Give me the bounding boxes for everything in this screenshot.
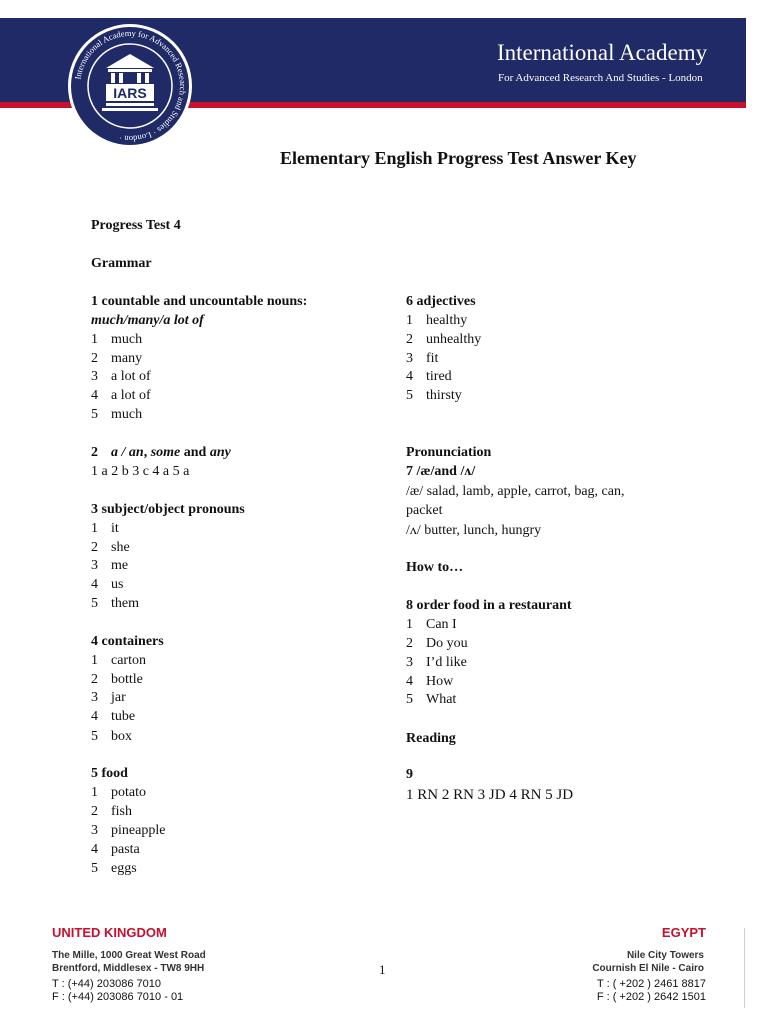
footer-uk-address-2: Brentford, Middlesex - TW8 9HH	[52, 963, 205, 974]
test-name: Progress Test 4	[91, 218, 181, 233]
list-item: 4 tired	[406, 369, 452, 384]
section-9-answers: 1 RN 2 RN 3 JD 4 RN 5 JD	[406, 787, 574, 803]
footer-egypt-fax: F : ( +202 ) 2642 1501	[596, 991, 706, 1003]
list-item: 4 How	[406, 674, 454, 689]
section-6-heading: 6 adjectives	[406, 294, 476, 309]
list-item: 2 she	[91, 540, 130, 555]
section-1-subheading: much/many/a lot of	[91, 313, 204, 328]
footer-uk-phone: T : (+44) 203086 7010	[52, 978, 161, 990]
svg-text:IARS: IARS	[113, 85, 147, 101]
section-5-heading: 5 food	[91, 766, 128, 781]
footer-egypt-address-1: Nile City Towers	[626, 950, 704, 961]
list-item: 2 bottle	[91, 672, 143, 687]
academy-subtitle: For Advanced Research And Studies - London	[498, 72, 703, 84]
section-1-heading: 1 countable and uncountable nouns:	[91, 294, 308, 309]
list-item: 2 many	[91, 351, 143, 366]
section-2-answers: 1 a 2 b 3 c 4 a 5 a	[91, 464, 190, 479]
footer-egypt-heading: EGYPT	[661, 925, 706, 940]
footer-uk-heading: UNITED KINGDOM	[52, 925, 167, 940]
list-item: 2 unhealthy	[406, 332, 482, 347]
list-item: 5 much	[91, 407, 143, 422]
pronunciation-line-uh: /ʌ/ butter, lunch, hungry	[406, 523, 542, 538]
list-item: 5 thirsty	[406, 388, 462, 403]
footer-egypt-phone: T : ( +202 ) 2461 8817	[597, 978, 706, 990]
pronunciation-heading: Pronunciation	[406, 445, 492, 460]
list-item: 3 jar	[91, 690, 126, 705]
grammar-heading: Grammar	[91, 256, 152, 271]
academy-seal-logo	[66, 22, 194, 150]
list-item: 1 potato	[91, 785, 146, 800]
pronunciation-line-ae-cont: packet	[406, 503, 443, 518]
list-item: 4 pasta	[91, 842, 140, 857]
list-item: 4 us	[91, 577, 124, 592]
list-item: 1 it	[91, 521, 119, 536]
list-item: 1 much	[91, 332, 143, 347]
footer-egypt-address-2: Cournish El Nile - Cairo	[592, 963, 704, 974]
footer-uk-fax: F : (+44) 203086 7010 - 01	[52, 991, 184, 1003]
list-item: 4 tube	[91, 709, 136, 724]
academy-name: International Academy	[497, 40, 708, 65]
section-4-heading: 4 containers	[91, 634, 164, 649]
reading-heading: Reading	[406, 731, 456, 746]
list-item: 5 eggs	[91, 861, 137, 876]
list-item: 4 a lot of	[91, 388, 151, 403]
section-8-heading: 8 order food in a restaurant	[406, 598, 572, 613]
list-item: 3 me	[91, 558, 129, 573]
list-item: 3 pineapple	[91, 823, 166, 838]
list-item: 3 I’d like	[406, 655, 467, 670]
pronunciation-line-ae: /æ/ salad, lamb, apple, carrot, bag, can,	[406, 484, 625, 499]
section-9-heading: 9	[406, 767, 413, 782]
footer-uk-address-1: The Mille, 1000 Great West Road	[52, 950, 206, 961]
svg-text:International Academy for Adva: International Academy for Advanced Research and Studies · London ·	[72, 27, 189, 145]
list-item: 5 What	[406, 692, 457, 707]
list-item: 5 box	[91, 729, 132, 744]
list-item: 1 carton	[91, 653, 146, 668]
section-7-heading: 7 /æ/and /ʌ/	[406, 464, 476, 479]
document-title: Elementary English Progress Test Answer Key	[280, 148, 637, 168]
list-item: 3 fit	[406, 351, 439, 366]
list-item: 5 them	[91, 596, 139, 611]
section-3-heading: 3 subject/object pronouns	[91, 502, 245, 517]
list-item: 1 Can I	[406, 617, 457, 632]
list-item: 3 a lot of	[91, 369, 151, 384]
footer-divider	[744, 928, 745, 1008]
list-item: 2 Do you	[406, 636, 468, 651]
section-2-heading: 2 a / an, some and any	[91, 445, 231, 460]
list-item: 1 healthy	[406, 313, 468, 328]
list-item: 2 fish	[91, 804, 132, 819]
howto-heading: How to…	[406, 560, 464, 575]
page-number: 1	[379, 962, 386, 977]
